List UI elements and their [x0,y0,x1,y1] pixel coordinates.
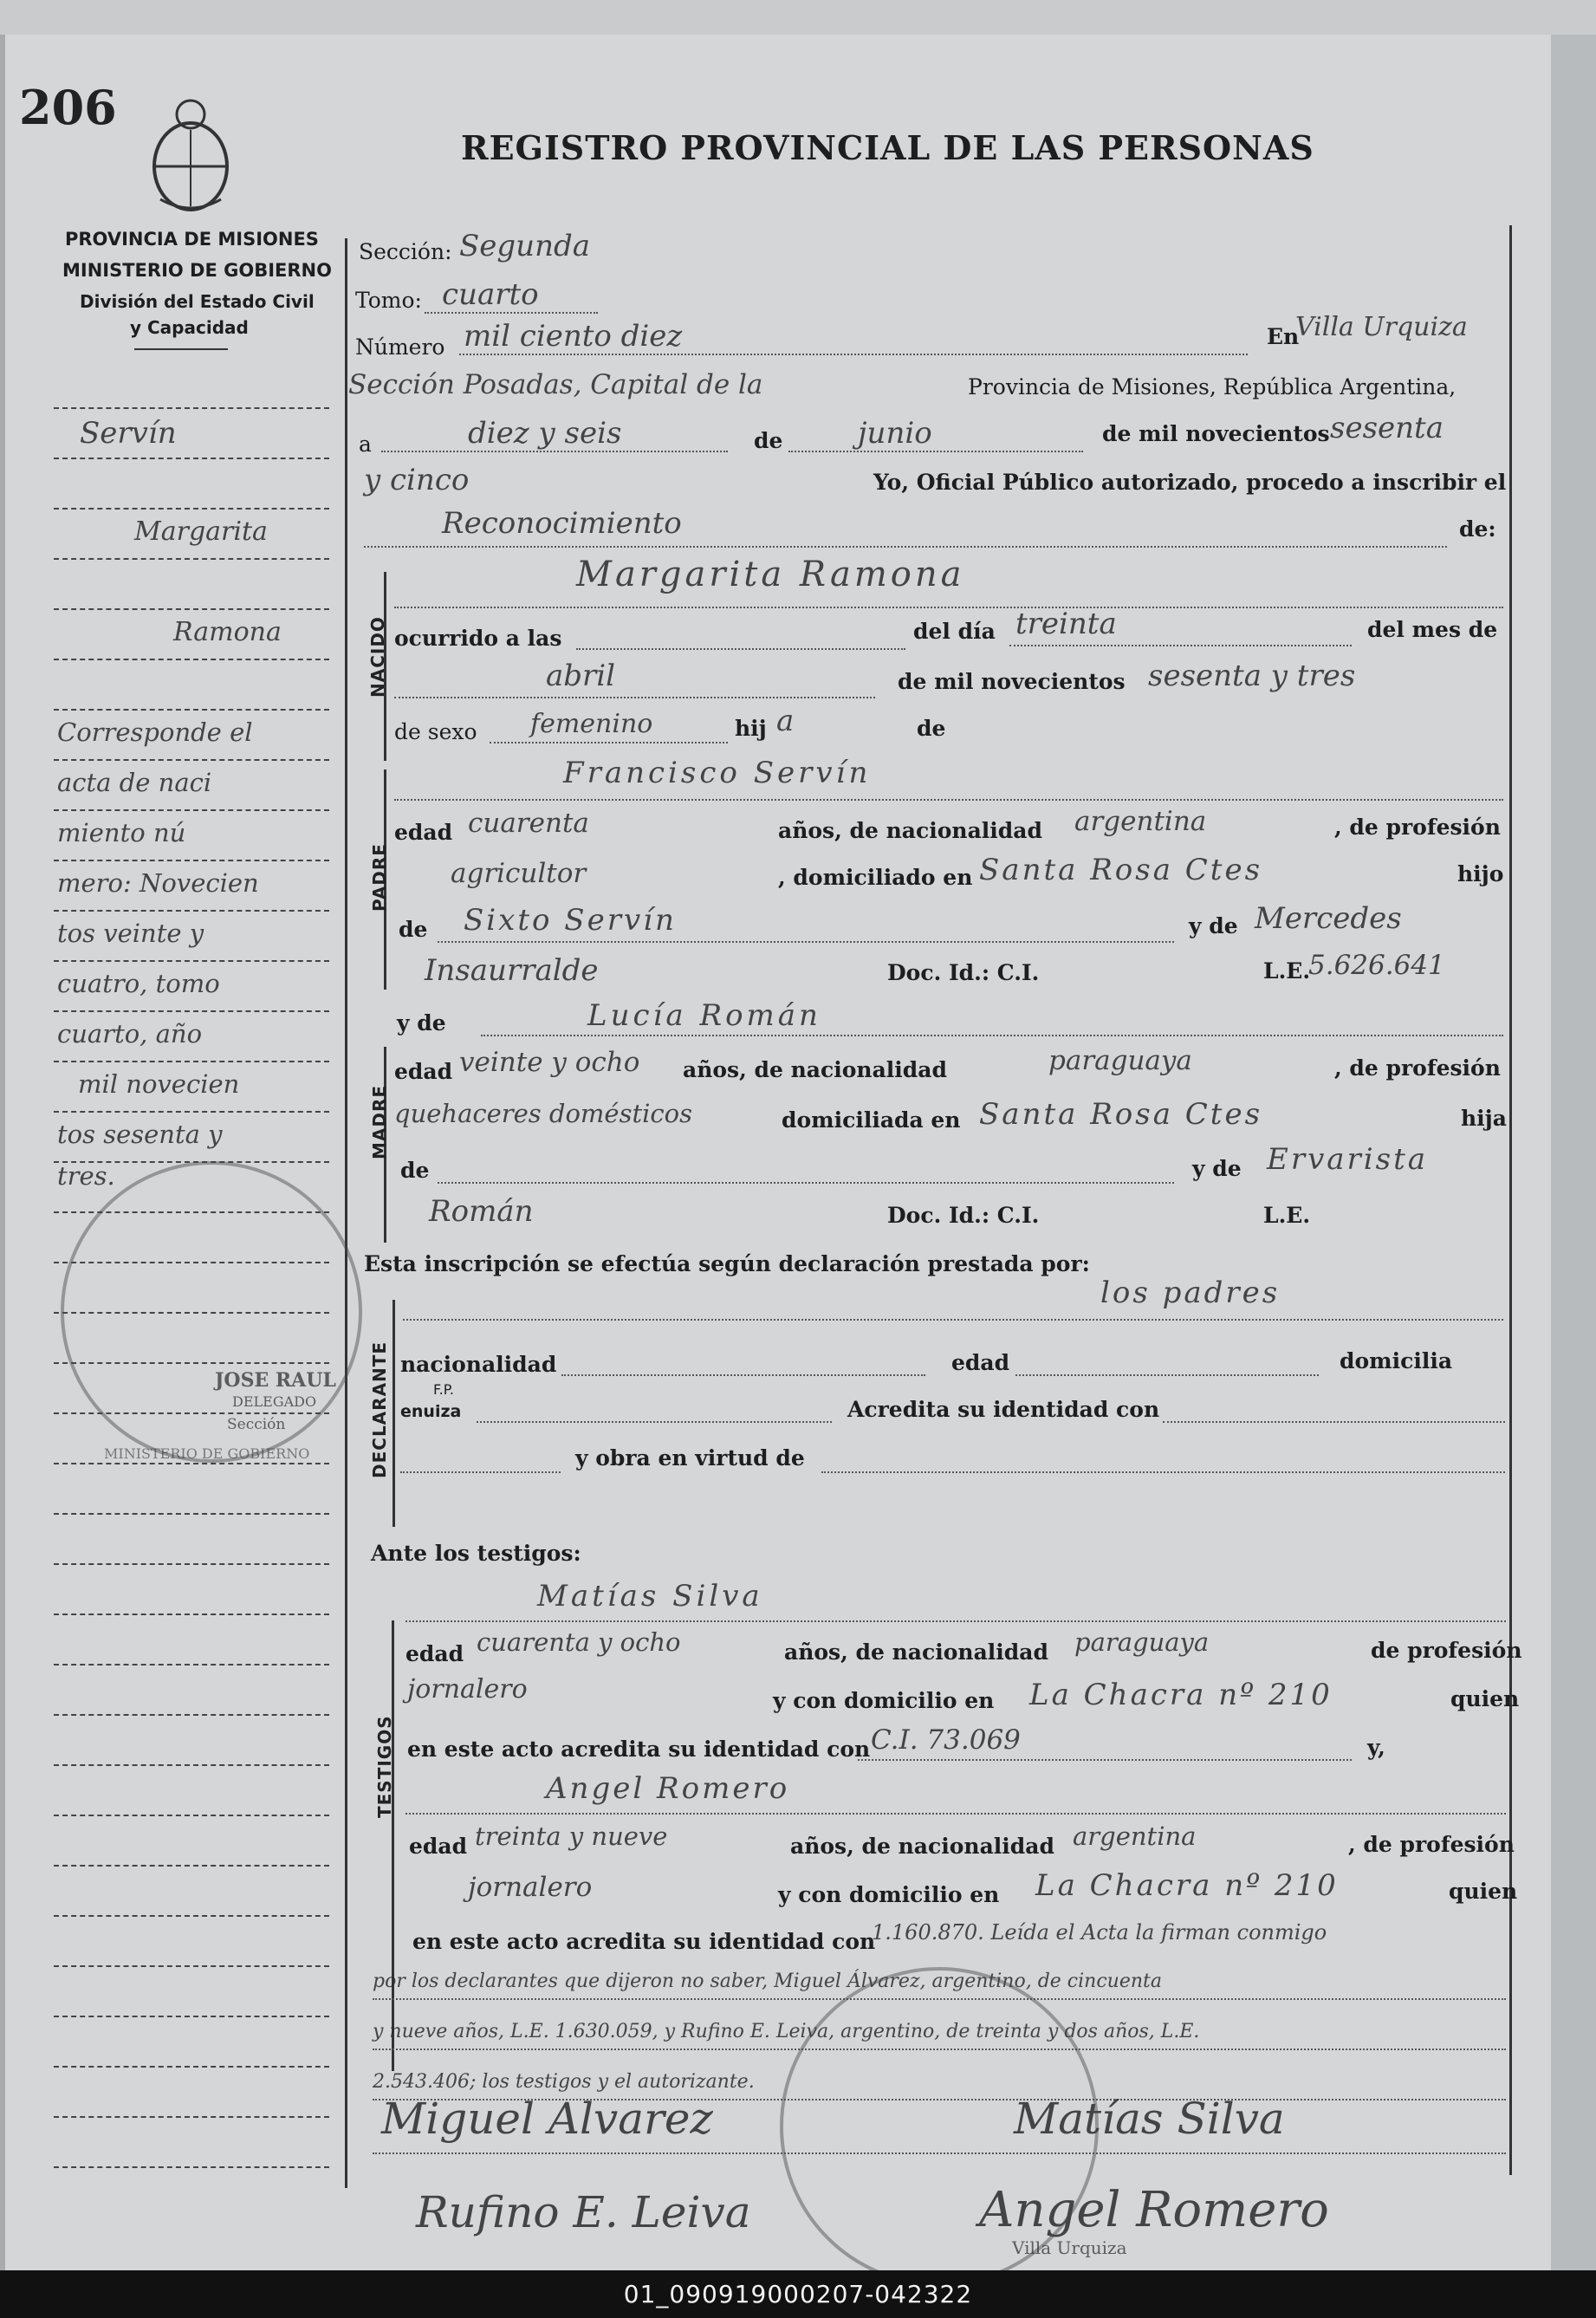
label-madre-edad: edad [394,1059,453,1084]
label-t1-y: y, [1367,1735,1385,1760]
margin-line [54,1463,329,1464]
value-t1-prof: jornalero [407,1674,528,1704]
value-padre-madre-cont: Insaurralde [425,953,599,988]
label-t2-dom: y con domicilio en [778,1882,1000,1907]
label-madre-hija: hija [1461,1106,1507,1131]
label-de-mil: de mil novecientos [1102,421,1330,446]
label-numero: Número [355,334,445,360]
signature-rufino: Rufino E. Leiva [416,2187,751,2237]
label-de-sexo: de sexo [394,719,477,744]
value-tomo: cuarto [442,277,539,312]
margin-line [54,1111,329,1113]
value-acto: Reconocimiento [442,506,682,541]
value-nombre: Margarita Ramona [576,555,965,594]
value-padre-nac: argentina [1074,806,1207,837]
label-padre-edad: edad [394,820,453,845]
value-t1-dom: La Chacra nº 210 [1029,1678,1333,1712]
value-notes-line2: y nueve años, L.E. 1.630.059, y Rufino E. Leiva, argentino, de treinta y dos años, L.E. [373,2021,1200,2042]
label-t1-edad: edad [405,1641,464,1666]
blank-line [481,1035,1503,1036]
value-t2-doc: 1.160.870. Leída el Acta la firman conmigo [872,1920,1327,1945]
value-t1-nac: paraguaya [1074,1627,1210,1657]
value-mes: junio [858,416,932,451]
value-hij-suffix: a [776,704,795,738]
margin-line [54,508,329,510]
blank-line [381,451,728,452]
label-madre-anios: años, de nacionalidad [683,1057,947,1082]
value-padre-le: 5.626.641 [1308,950,1445,981]
label-madre-doc: Doc. Id.: C.I. [887,1203,1040,1228]
margin-note: acta de naci [57,768,212,797]
label-madre-prof: , de profesión [1334,1055,1501,1081]
blank-line [394,799,1503,801]
label-t2-edad: edad [409,1834,468,1859]
blank-line [821,1471,1505,1473]
margin-note: mero: Novecien [57,868,259,898]
label-t2-acredita: en este acto acredita su identidad con [412,1929,876,1954]
value-dia-nac: treinta [1015,607,1117,641]
value-padre-padre: Sixto Servín [464,903,677,938]
blank-line [438,941,1174,943]
value-t1-edad: cuarenta y ocho [477,1627,681,1657]
label-padre-dom: , domiciliado en [778,865,973,890]
stamp-ministry: MINISTERIO DE GOBIERNO [104,1445,310,1462]
label-t1-prof: de profesión [1371,1638,1522,1663]
label-de-hij: de [917,716,946,741]
margin-line [54,1563,329,1565]
blank-line [576,648,905,650]
value-sexo: femenino [530,709,653,739]
label-domicilia: domicilia [1340,1348,1453,1373]
label-de: de [754,428,783,453]
document-title: REGISTRO PROVINCIAL DE LAS PERSONAS [461,128,1314,167]
label-padre-doc: Doc. Id.: C.I. [887,960,1040,985]
signature-angel: Angel Romero [979,2182,1329,2238]
blank-line [394,697,875,698]
label-de-acto: de: [1459,516,1496,542]
section-label-padre: PADRE [369,843,390,912]
label-madre-dom: domiciliada en [782,1107,961,1133]
label-nacionalidad: nacionalidad [400,1352,557,1377]
header-province: PROVINCIA DE MISIONES [65,229,319,250]
blank-line [400,1471,561,1473]
label-t2-anios: años, de nacionalidad [790,1834,1054,1859]
value-notes-line1: por los declarantes que dijeron no saber, Miguel Álvarez, argentino, de cincuenta [373,1971,1162,1992]
margin-line [54,2116,329,2118]
value-madre-edad: veinte y ocho [459,1047,640,1078]
value-madre-prof: quehaceres domésticos [394,1099,692,1128]
label-t1-dom: y con domicilio en [773,1688,995,1713]
page-number: 206 [19,80,117,135]
label-del-mes: del mes de [1367,617,1498,642]
label-obra: y obra en virtud de [575,1445,805,1471]
blank-line [425,312,598,314]
margin-line [54,1061,329,1062]
margin-note: mil novecien [78,1069,240,1099]
margin-line [54,1513,329,1515]
margin-line [54,759,329,761]
value-en: Villa Urquiza [1295,312,1468,342]
blank-line [405,1813,1506,1815]
declarante-bracket [393,1300,395,1527]
margin-line [54,809,329,811]
stamp-name: JOSE RAUL [215,1369,336,1392]
margin-note: Ramona [173,617,282,647]
section-label-madre: MADRE [369,1084,390,1159]
margin-note: tos veinte y [57,919,204,948]
label-seccion: Sección: [359,239,452,264]
margin-line [54,2066,329,2068]
blank-line [788,451,1083,452]
value-padre-edad: cuarenta [468,808,589,839]
value-madre-nac: paraguaya [1048,1045,1192,1076]
label-fp: F.P. [433,1381,454,1398]
blank-line [394,607,1503,608]
value-padre-nombre: Francisco Servín [563,756,872,790]
blank-line [490,742,728,743]
next-page-edge [1551,35,1596,2270]
official-stamp-right [780,1967,1099,2270]
label-enuiza: enuiza [400,1402,462,1421]
label-madre-y-de2: y de [1192,1156,1242,1181]
margin-note: cuatro, tomo [57,969,220,998]
margin-line [54,659,329,660]
margin-line [54,2166,329,2168]
label-padre-anios: años, de nacionalidad [778,818,1042,843]
margin-note: Corresponde el [57,717,253,747]
blank-line [1015,1374,1319,1376]
blank-line [403,1319,1503,1321]
blank-line [459,354,1248,355]
blank-line [561,1374,925,1376]
margin-note: cuarto, año [57,1019,203,1049]
value-anio-nac: sesenta y tres [1148,659,1356,693]
value-t2-dom: La Chacra nº 210 [1035,1868,1339,1903]
label-madre-le: L.E. [1263,1203,1311,1228]
margin-line [54,458,329,459]
margin-line [54,1764,329,1766]
signature-matias: Matías Silva [1014,2094,1285,2144]
label-madre-y-de: y de [397,1010,446,1036]
margin-note: miento nú [57,818,186,847]
section-label-nacido: NACIDO [367,616,388,698]
margin-line [54,1010,329,1012]
label-padre-hijo: hijo [1457,861,1504,886]
header-capacity: y Capacidad [130,317,249,338]
label-padre-le: L.E. [1263,958,1311,984]
label-en: En [1267,324,1300,349]
value-padre-madre: Mercedes [1255,901,1402,936]
label-t1-anios: años, de nacionalidad [784,1639,1048,1665]
label-del-dia: del día [913,619,996,644]
label-hij: hij [735,716,767,741]
value-declarante: los padres [1100,1276,1281,1310]
value-t2-nac: argentina [1073,1821,1197,1851]
blank-line [1009,645,1352,646]
margin-note: Servín [80,416,177,451]
value-t1-doc: C.I. 73.069 [871,1724,1021,1756]
label-provincia: Provincia de Misiones, República Argentina, [968,374,1457,399]
value-t2-nombre: Angel Romero [546,1771,790,1806]
margin-line [54,1915,329,1917]
margin-line [54,407,329,409]
stamp-role: DELEGADO [232,1393,317,1410]
margin-line [54,608,329,610]
header-division: División del Estado Civil [80,291,315,312]
blank-line [477,1421,832,1423]
margin-line [54,1714,329,1716]
margin-line [54,2016,329,2017]
label-t1-acredita: en este acto acredita su identidad con [407,1737,871,1762]
value-en-cont: Sección Posadas, Capital de la [348,369,763,400]
label-madre-de: de [400,1158,430,1183]
section-label-declarante: DECLARANTE [369,1341,390,1478]
margin-line [54,960,329,962]
value-numero: mil ciento diez [464,319,683,354]
margin-line [54,709,329,711]
signature-miguel: Miguel Alvarez [381,2094,713,2144]
margin-line [54,1664,329,1665]
label-de-mil-nac: de mil novecientos [898,669,1126,694]
coat-of-arms-icon [143,95,238,217]
margin-line [54,860,329,861]
value-anio: sesenta [1330,411,1444,445]
label-acredita: Acredita su identidad con [847,1397,1160,1422]
margin-line [54,1865,329,1867]
image-footer-id: 01_090919000207-042322 [0,2270,1596,2318]
margin-note: tres. [57,1161,115,1191]
value-dia: diez y seis [468,416,622,451]
label-t2-quien: quien [1449,1879,1518,1904]
value-t1-nombre: Matías Silva [537,1579,763,1614]
form-left-border [345,238,347,2188]
blank-line [405,1620,1506,1622]
value-madre-dom: Santa Rosa Ctes [979,1097,1263,1132]
value-madre-madre-cont: Román [429,1194,534,1229]
label-padre-y-de: y de [1189,913,1238,938]
label-ocurrido: ocurrido a las [394,626,562,651]
value-notes-line3: 2.543.406; los testigos y el autorizante. [373,2071,755,2093]
label-t1-quien: quien [1450,1686,1520,1711]
value-madre-madre: Ervarista [1267,1142,1429,1177]
testigos-bracket [392,1620,394,2071]
official-stamp-left [61,1161,362,1463]
value-padre-dom: Santa Rosa Ctes [979,853,1263,887]
value-padre-prof: agricultor [451,858,587,889]
margin-line [54,1815,329,1816]
margin-note: Margarita [134,516,268,547]
margin-line [54,1614,329,1615]
value-t2-edad: treinta y nueve [475,1821,668,1851]
label-padre-de: de [399,917,428,942]
value-seccion: Segunda [459,229,591,263]
value-mes-nac: abril [546,659,616,693]
header-underline [134,348,228,350]
stamp-section: Sección [227,1416,286,1433]
blank-line [364,546,1447,548]
label-ante: Ante los testigos: [371,1541,581,1566]
label-a: a [359,432,372,457]
value-madre-nombre: Lucía Román [587,998,821,1033]
stamp-villa: Villa Urquiza [1012,2237,1127,2258]
margin-line [54,558,329,560]
value-anio-cont: y cinco [364,463,470,497]
label-padre-prof: , de profesión [1334,815,1501,840]
label-t2-prof: , de profesión [1348,1832,1515,1857]
blank-line [438,1182,1174,1184]
margin-line [54,910,329,912]
blank-line [858,1759,1352,1761]
blank-line [1163,1421,1505,1423]
margin-note: tos sesenta y [57,1120,223,1149]
label-inscripcion: Esta inscripción se efectúa según declaración prestada por: [364,1251,1090,1276]
label-tomo: Tomo: [355,288,422,313]
label-yo: Yo, Oficial Público autorizado, procedo a inscribir el [873,470,1507,495]
margin-line [54,1965,329,1967]
value-t2-prof: jornalero [468,1872,593,1903]
section-label-testigos: TESTIGOS [374,1715,395,1818]
header-ministry: MINISTERIO DE GOBIERNO [62,260,332,281]
label-decl-edad: edad [951,1350,1010,1375]
